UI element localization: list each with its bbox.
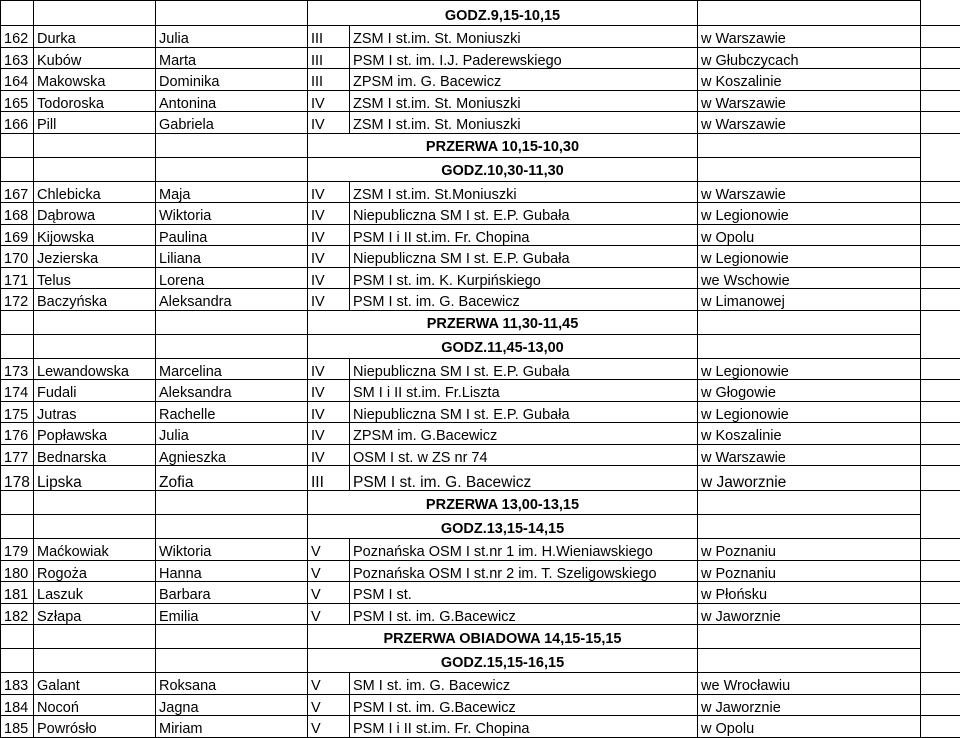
table-row (1, 716, 960, 738)
participant-number: 178 (1, 466, 34, 491)
school-name: OSM I st. w ZS nr 74 (350, 444, 698, 466)
empty-cell (921, 47, 960, 69)
empty-cell (34, 625, 156, 649)
town: we Wrocławiu (698, 673, 921, 695)
empty-cell (921, 246, 960, 268)
class-level: IV (308, 380, 350, 402)
empty-cell (698, 649, 921, 673)
empty-cell (921, 444, 960, 466)
empty-cell (698, 1, 921, 26)
empty-cell (698, 157, 921, 181)
town: w Legionowie (698, 358, 921, 380)
town: w Warszawie (698, 112, 921, 134)
empty-cell (1, 334, 34, 358)
empty-cell (156, 334, 308, 358)
participant-number: 176 (1, 423, 34, 445)
school-name: PSM I st. im. G. Bacewicz (350, 289, 698, 311)
class-level: IV (308, 444, 350, 466)
participant-number: 171 (1, 267, 34, 289)
school-name: ZPSM im. G.Bacewicz (350, 423, 698, 445)
participant-number: 162 (1, 26, 34, 48)
empty-cell (34, 334, 156, 358)
table-row (1, 423, 960, 445)
participant-number: 185 (1, 716, 34, 738)
last-name: Lipska (34, 466, 156, 491)
class-level: III (308, 466, 350, 491)
empty-cell (921, 358, 960, 380)
first-name: Lorena (156, 267, 308, 289)
town: w Jaworznie (698, 694, 921, 716)
empty-cell (698, 491, 921, 515)
time-slot-title: GODZ.15,15-16,15 (308, 649, 698, 673)
school-name: PSM I i II st.im. Fr. Chopina (350, 716, 698, 738)
table-row (1, 246, 960, 268)
last-name: Kubów (34, 47, 156, 69)
school-name: PSM I st. im. G.Bacewicz (350, 694, 698, 716)
school-name: PSM I i II st.im. Fr. Chopina (350, 224, 698, 246)
empty-cell (156, 625, 308, 649)
town: w Jaworznie (698, 603, 921, 625)
first-name: Gabriela (156, 112, 308, 134)
class-level: III (308, 47, 350, 69)
school-name: Poznańska OSM I st.nr 2 im. T. Szeligowskiego (350, 560, 698, 582)
first-name: Marcelina (156, 358, 308, 380)
town: w Opolu (698, 716, 921, 738)
empty-cell (698, 310, 921, 334)
town: w Legionowie (698, 401, 921, 423)
last-name: Galant (34, 673, 156, 695)
town: we Wschowie (698, 267, 921, 289)
table-row (1, 560, 960, 582)
school-name: PSM I st. im. G.Bacewicz (350, 603, 698, 625)
class-level: IV (308, 246, 350, 268)
school-name: PSM I st. im. G. Bacewicz (350, 466, 698, 491)
table-row (1, 444, 960, 466)
last-name: Telus (34, 267, 156, 289)
school-name: SM I st. im. G. Bacewicz (350, 673, 698, 695)
participant-number: 164 (1, 69, 34, 91)
class-level: V (308, 539, 350, 561)
school-name: Niepubliczna SM I st. E.P. Gubała (350, 401, 698, 423)
empty-cell (921, 267, 960, 289)
participant-number: 184 (1, 694, 34, 716)
last-name: Rogoża (34, 560, 156, 582)
class-level: V (308, 560, 350, 582)
class-level: IV (308, 401, 350, 423)
last-name: Lewandowska (34, 358, 156, 380)
table-row (1, 694, 960, 716)
first-name: Aleksandra (156, 380, 308, 402)
table-row (1, 26, 960, 48)
empty-cell (921, 603, 960, 625)
participant-number: 173 (1, 358, 34, 380)
empty-cell (921, 401, 960, 423)
table-row (1, 603, 960, 625)
table-row (1, 224, 960, 246)
empty-cell (1, 310, 34, 334)
time-slot-title: GODZ.13,15-14,15 (308, 515, 698, 539)
class-level: III (308, 26, 350, 48)
class-level: III (308, 69, 350, 91)
class-level: IV (308, 289, 350, 311)
town: w Warszawie (698, 90, 921, 112)
empty-cell (1, 157, 34, 181)
last-name: Kijowska (34, 224, 156, 246)
school-name: SM I i II st.im. Fr.Liszta (350, 380, 698, 402)
time-slot-header-row (1, 157, 960, 181)
empty-cell (1, 515, 34, 539)
break-title: PRZERWA 13,00-13,15 (308, 491, 698, 515)
class-level: IV (308, 358, 350, 380)
participant-number: 170 (1, 246, 34, 268)
first-name: Dominika (156, 69, 308, 91)
empty-cell (1, 491, 34, 515)
first-name: Antonina (156, 90, 308, 112)
school-name: Niepubliczna SM I st. E.P. Gubała (350, 246, 698, 268)
empty-cell (34, 491, 156, 515)
class-level: V (308, 694, 350, 716)
time-slot-title: GODZ.11,45-13,00 (308, 334, 698, 358)
empty-cell (1, 625, 34, 649)
break-header-row (1, 133, 960, 157)
first-name: Jagna (156, 694, 308, 716)
empty-cell (921, 466, 960, 491)
school-name: ZSM I st.im. St. Moniuszki (350, 90, 698, 112)
empty-cell (1, 133, 34, 157)
empty-cell (921, 560, 960, 582)
participant-number: 177 (1, 444, 34, 466)
last-name: Dąbrowa (34, 203, 156, 225)
class-level: IV (308, 203, 350, 225)
time-slot-header-row (1, 1, 960, 26)
town: w Jaworznie (698, 466, 921, 491)
table-row (1, 673, 960, 695)
break-title: PRZERWA 11,30-11,45 (308, 310, 698, 334)
class-level: IV (308, 267, 350, 289)
table-row (1, 181, 960, 203)
table-row (1, 380, 960, 402)
empty-cell (698, 334, 921, 358)
town: w Koszalinie (698, 423, 921, 445)
table-row (1, 90, 960, 112)
empty-cell (34, 1, 156, 26)
first-name: Wiktoria (156, 539, 308, 561)
school-name: ZPSM im. G. Bacewicz (350, 69, 698, 91)
empty-cell (921, 289, 960, 311)
town: w Limanowej (698, 289, 921, 311)
school-name: Niepubliczna SM I st. E.P. Gubała (350, 358, 698, 380)
empty-cell (156, 310, 308, 334)
school-name: Poznańska OSM I st.nr 1 im. H.Wieniawskiego (350, 539, 698, 561)
participant-number: 172 (1, 289, 34, 311)
town: w Legionowie (698, 246, 921, 268)
town: w Warszawie (698, 444, 921, 466)
last-name: Bednarska (34, 444, 156, 466)
empty-cell (921, 582, 960, 604)
break-header-row (1, 491, 960, 515)
last-name: Jezierska (34, 246, 156, 268)
class-level: IV (308, 423, 350, 445)
empty-cell (921, 539, 960, 561)
town: w Poznaniu (698, 539, 921, 561)
last-name: Powrósło (34, 716, 156, 738)
first-name: Julia (156, 423, 308, 445)
time-slot-title: GODZ.9,15-10,15 (308, 1, 698, 26)
empty-cell (1, 649, 34, 673)
empty-cell (921, 69, 960, 91)
last-name: Popławska (34, 423, 156, 445)
last-name: Chlebicka (34, 181, 156, 203)
school-name: PSM I st. (350, 582, 698, 604)
participant-number: 166 (1, 112, 34, 134)
table-row (1, 69, 960, 91)
town: w Poznaniu (698, 560, 921, 582)
first-name: Paulina (156, 224, 308, 246)
empty-cell (921, 380, 960, 402)
first-name: Wiktoria (156, 203, 308, 225)
empty-cell (156, 157, 308, 181)
school-name: ZSM I st.im. St. Moniuszki (350, 26, 698, 48)
town: w Koszalinie (698, 69, 921, 91)
first-name: Zofia (156, 466, 308, 491)
empty-cell (156, 1, 308, 26)
break-header-row (1, 310, 960, 334)
empty-cell (34, 157, 156, 181)
first-name: Emilia (156, 603, 308, 625)
empty-cell (34, 515, 156, 539)
town: w Płońsku (698, 582, 921, 604)
last-name: Fudali (34, 380, 156, 402)
class-level: V (308, 603, 350, 625)
empty-cell (921, 423, 960, 445)
first-name: Miriam (156, 716, 308, 738)
participant-number: 181 (1, 582, 34, 604)
table-row (1, 289, 960, 311)
empty-cell (921, 181, 960, 203)
participant-number: 182 (1, 603, 34, 625)
table-row (1, 112, 960, 134)
break-title: PRZERWA 10,15-10,30 (308, 133, 698, 157)
first-name: Barbara (156, 582, 308, 604)
break-title: PRZERWA OBIADOWA 14,15-15,15 (308, 625, 698, 649)
empty-cell (1, 1, 34, 26)
participant-number: 168 (1, 203, 34, 225)
school-name: ZSM I st.im. St.Moniuszki (350, 181, 698, 203)
participant-number: 174 (1, 380, 34, 402)
participant-number: 167 (1, 181, 34, 203)
last-name: Makowska (34, 69, 156, 91)
time-slot-title: GODZ.10,30-11,30 (308, 157, 698, 181)
last-name: Durka (34, 26, 156, 48)
last-name: Laszuk (34, 582, 156, 604)
participant-number: 169 (1, 224, 34, 246)
empty-cell (921, 716, 960, 738)
participant-number: 179 (1, 539, 34, 561)
class-level: V (308, 673, 350, 695)
empty-cell (156, 133, 308, 157)
empty-cell (921, 673, 960, 695)
table-row (1, 582, 960, 604)
time-slot-header-row (1, 515, 960, 539)
empty-cell (921, 112, 960, 134)
empty-cell (156, 649, 308, 673)
town: w Legionowie (698, 203, 921, 225)
last-name: Baczyńska (34, 289, 156, 311)
break-header-row (1, 625, 960, 649)
first-name: Rachelle (156, 401, 308, 423)
first-name: Marta (156, 47, 308, 69)
town: w Głubczycach (698, 47, 921, 69)
last-name: Maćkowiak (34, 539, 156, 561)
first-name: Hanna (156, 560, 308, 582)
first-name: Roksana (156, 673, 308, 695)
first-name: Julia (156, 26, 308, 48)
empty-cell (921, 694, 960, 716)
participant-number: 180 (1, 560, 34, 582)
class-level: IV (308, 112, 350, 134)
empty-cell (921, 90, 960, 112)
town: w Warszawie (698, 181, 921, 203)
empty-cell (34, 649, 156, 673)
first-name: Agnieszka (156, 444, 308, 466)
town: w Opolu (698, 224, 921, 246)
empty-cell (921, 203, 960, 225)
table-row (1, 203, 960, 225)
school-name: Niepubliczna SM I st. E.P. Gubała (350, 203, 698, 225)
participant-number: 165 (1, 90, 34, 112)
empty-cell (34, 133, 156, 157)
empty-cell (921, 26, 960, 48)
table-row (1, 267, 960, 289)
time-slot-header-row (1, 649, 960, 673)
table-row (1, 401, 960, 423)
table-row (1, 466, 960, 491)
empty-cell (34, 310, 156, 334)
class-level: V (308, 582, 350, 604)
class-level: IV (308, 224, 350, 246)
town: w Głogowie (698, 380, 921, 402)
class-level: V (308, 716, 350, 738)
table-row (1, 47, 960, 69)
first-name: Aleksandra (156, 289, 308, 311)
empty-cell (698, 133, 921, 157)
first-name: Liliana (156, 246, 308, 268)
empty-cell (698, 515, 921, 539)
participant-number: 175 (1, 401, 34, 423)
participant-number: 163 (1, 47, 34, 69)
empty-cell (698, 625, 921, 649)
school-name: ZSM I st.im. St. Moniuszki (350, 112, 698, 134)
empty-cell (156, 491, 308, 515)
time-slot-header-row (1, 334, 960, 358)
empty-cell (921, 224, 960, 246)
first-name: Maja (156, 181, 308, 203)
last-name: Todoroska (34, 90, 156, 112)
last-name: Nocoń (34, 694, 156, 716)
class-level: IV (308, 90, 350, 112)
school-name: PSM I st. im. I.J. Paderewskiego (350, 47, 698, 69)
last-name: Szłapa (34, 603, 156, 625)
class-level: IV (308, 181, 350, 203)
participant-number: 183 (1, 673, 34, 695)
empty-cell (156, 515, 308, 539)
school-name: PSM I st. im. K. Kurpińskiego (350, 267, 698, 289)
table-row (1, 358, 960, 380)
town: w Warszawie (698, 26, 921, 48)
table-row (1, 539, 960, 561)
last-name: Jutras (34, 401, 156, 423)
last-name: Pill (34, 112, 156, 134)
